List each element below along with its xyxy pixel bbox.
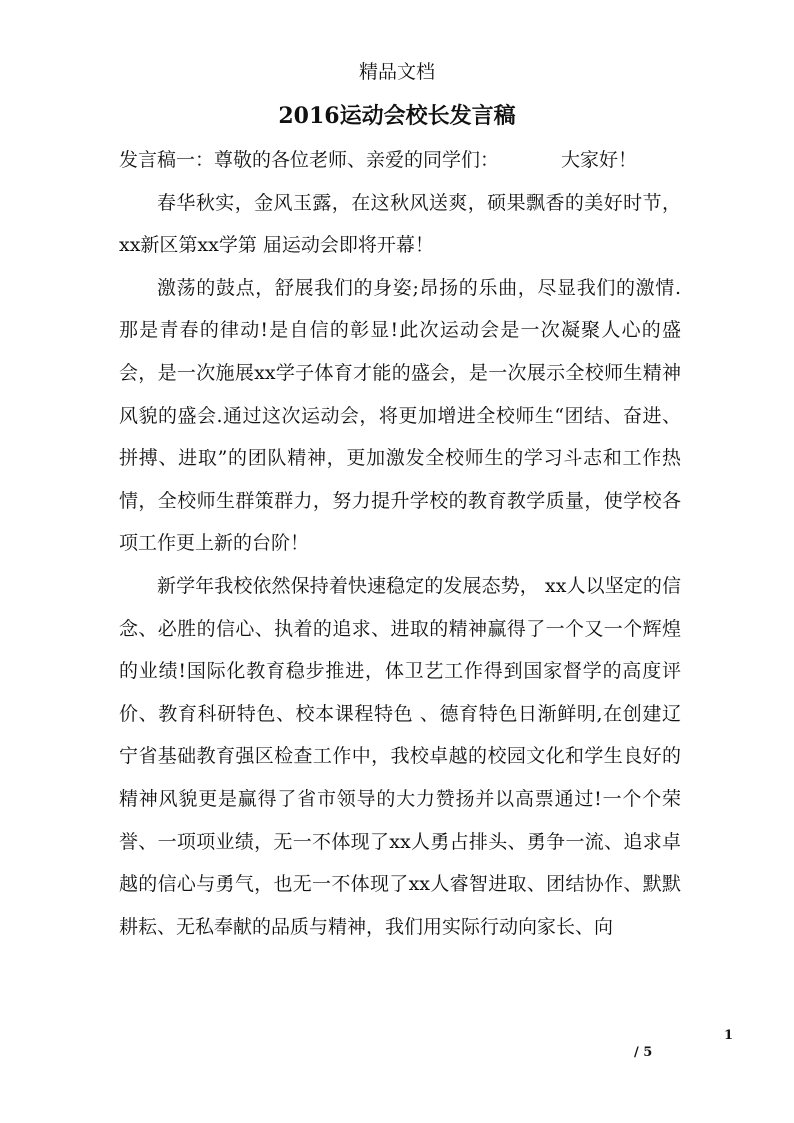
document-body: [119, 139, 681, 948]
greeting-hello: 大家好！: [561, 149, 638, 171]
page-number: 1: [724, 1028, 734, 1043]
paragraph-opening: 春华秋实，金风玉露，在这秋风送爽，硕果飘香的美好时节，xx新区第xx学第 届运动会即将开幕！: [119, 191, 681, 257]
document-title: 2016运动会校长发言稿: [278, 103, 516, 129]
greeting-text: 发言稿一：尊敬的各位老师、亲爱的同学们：: [119, 149, 500, 171]
paragraph-spirit: 激荡的鼓点，舒展我们的身姿;昂扬的乐曲，尽显我们的激情.那是青春的律动!是自信的彰显!此次运动会是一次凝聚人心的盛会，是一次施展xx学子体育才能的盛会，是一次展示全校师生精神风貌的盛会.通过这次运动会，将更加增进全校师生“团结、奋进、拼搏、进取”的团队精神，更加激发全校师生的学习斗志和工作热情，全校师生群策群力，努力提升学校的教育教学质量，使学校各项工作更上新的台阶！: [119, 276, 681, 555]
page-total: / 5: [634, 1045, 653, 1060]
document-header: 精品文档: [358, 61, 435, 83]
paragraph-greeting: [119, 139, 681, 182]
paragraph-achievements: 新学年我校依然保持着快速稳定的发展态势， xx人以坚定的信念、必胜的信心、执着的追求、进取的精神赢得了一个又一个辉煌的业绩!国际化教育稳步推进，体卫艺工作得到国家督学的高度评价、教育科研特色、校本课程特色 、德育特色日渐鲜明,在创建辽宁省基础教育强区检查工作中，我校卓越的校园文化和学生良好的精神风貌更是赢得了省市领导的大力赞扬并以高票通过!一个个荣誉、一项项业绩，无一不体现了xx人勇占排头、勇争一流、追求卓越的信心与勇气，也无一不体现了xx人睿智进取、团结协作、默默耕耘、无私奉献的品质与精神，我们用实际行动向家长、向: [119, 574, 681, 938]
